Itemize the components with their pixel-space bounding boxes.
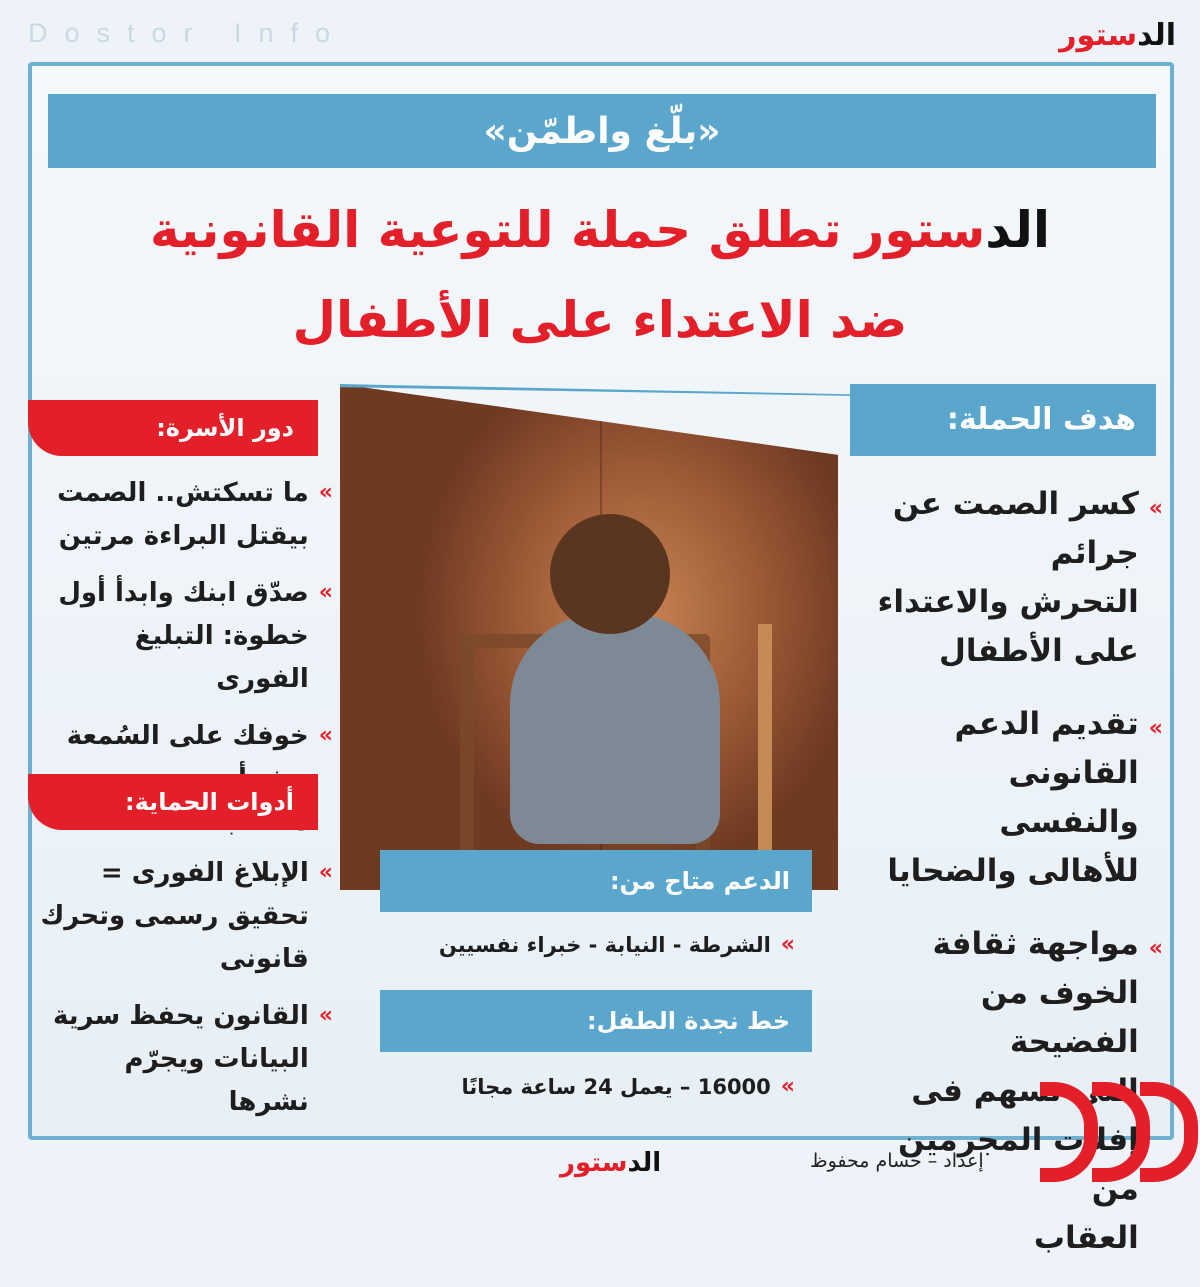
double-chevron-icon: » xyxy=(1148,936,1160,961)
list-item-text: القانون يحفظ سرية البيانات ويجرّم نشرها xyxy=(52,1001,309,1117)
headline-line1 xyxy=(150,190,1050,270)
logo-bottom-part2: ستور xyxy=(560,1148,628,1178)
decor-chevron xyxy=(1140,1082,1198,1182)
hotline-list xyxy=(380,1072,792,1102)
double-chevron-icon: » xyxy=(1148,716,1160,741)
brand-logo-bottom xyxy=(560,1148,661,1178)
list-item-text: الشرطة - النيابة - خبراء نفسيين xyxy=(438,933,771,957)
protection-title: أدوات الحماية: xyxy=(28,774,318,830)
list-item xyxy=(40,852,330,981)
list-item-text: 16000 – يعمل 24 ساعة مجانًا xyxy=(461,1075,771,1099)
list-item-text: تقديم الدعم القانونى والنفسى للأهالى والضحايا xyxy=(887,706,1139,889)
child-photo xyxy=(340,384,838,890)
family-title: دور الأسرة: xyxy=(28,400,318,456)
child-body-shape xyxy=(510,614,720,844)
headline-logo-part2: ستور xyxy=(855,201,986,259)
double-chevron-icon: » xyxy=(318,860,330,885)
list-item xyxy=(40,472,330,558)
logo-part2: ستور xyxy=(1059,18,1138,53)
headline-logo xyxy=(856,201,1051,259)
double-chevron-icon: » xyxy=(780,932,792,957)
list-item-text: كسر الصمت عن جرائم التحرش والاعتداء على الأطفال xyxy=(877,486,1139,669)
slogan-banner: «بلّغ واطمّن» xyxy=(48,94,1156,168)
list-item-text: الإبلاغ الفورى = تحقيق رسمى وتحرك قانونى xyxy=(40,858,309,974)
list-item xyxy=(40,572,330,701)
list-item-text: صدّق ابنك وابدأ أول خطوة: التبليغ الفورى xyxy=(58,578,309,694)
list-item xyxy=(40,995,330,1124)
goal-title: هدف الحملة: xyxy=(850,384,1156,456)
logo-bottom-part1: الد xyxy=(627,1148,662,1178)
credit-text: إعداد – حسام محفوظ xyxy=(810,1150,984,1172)
support-list xyxy=(380,930,792,960)
double-chevron-icon: » xyxy=(1148,496,1160,521)
logo-part1: الد xyxy=(1137,18,1176,53)
double-chevron-icon: » xyxy=(318,580,330,605)
double-chevron-icon: » xyxy=(318,723,330,748)
double-chevron-icon: » xyxy=(780,1074,792,1099)
double-chevron-icon: » xyxy=(318,1003,330,1028)
list-item-text: خوفك على السُمعة xyxy=(66,721,309,751)
list-item xyxy=(860,480,1160,676)
list-item xyxy=(860,700,1160,896)
child-head-shape xyxy=(550,514,670,634)
support-title: الدعم متاح من: xyxy=(380,850,812,912)
hotline-title: خط نجدة الطفل: xyxy=(380,990,812,1052)
list-item xyxy=(380,930,792,960)
double-chevron-icon: » xyxy=(318,480,330,505)
list-item xyxy=(380,1072,792,1102)
brand-logo xyxy=(1059,18,1176,53)
list-item-text: مواجهة ثقافة الخوف من الفضيحة التي تسهم فى إفلات المجرمين من العقاب xyxy=(897,926,1139,1256)
headline-line2: ضد الاعتداء على الأطفال xyxy=(292,291,908,349)
list-item-text: ما تسكتش.. الصمت بيقتل البراءة مرتين xyxy=(57,478,309,551)
protection-list xyxy=(40,852,330,1138)
watermark: Dostor Info xyxy=(28,18,348,48)
headline-text: تطلق حملة للتوعية القانونية xyxy=(149,201,842,259)
headline-logo-part1: الد xyxy=(985,201,1051,259)
